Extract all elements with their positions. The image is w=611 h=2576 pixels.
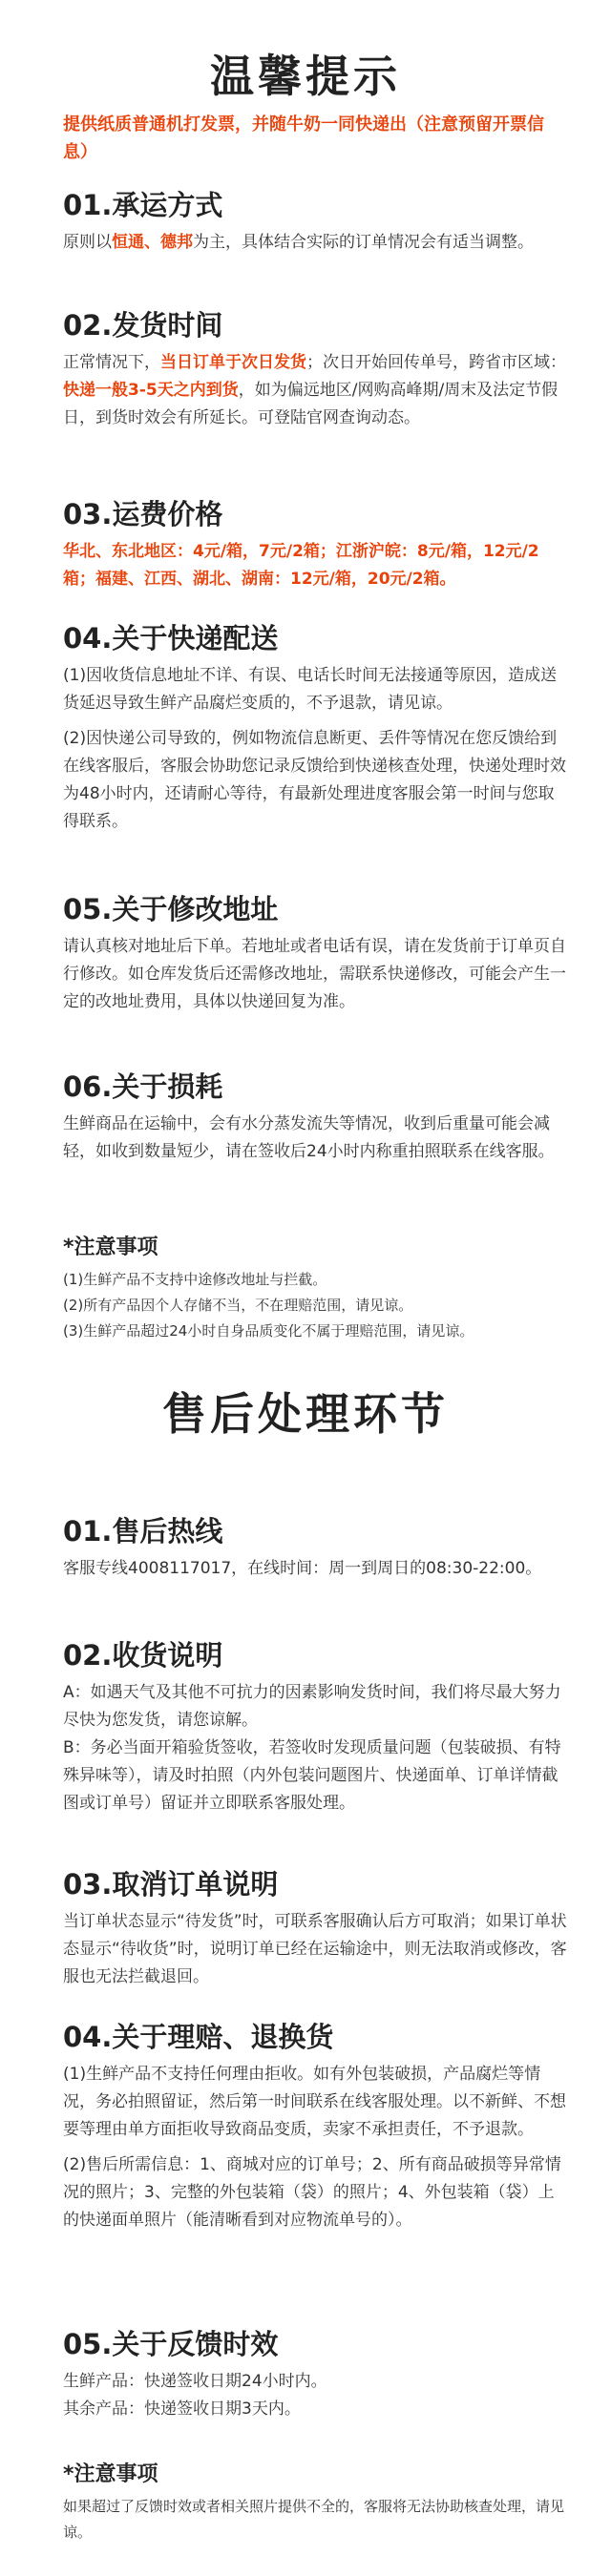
section-feedback-time — [63, 2326, 569, 2423]
section-text: 原则以恒通、德邦为主，具体结合实际的订单情况会有适当调整。 — [63, 233, 534, 252]
notes-block — [63, 1233, 569, 1344]
note-item: (3)生鲜产品超过24小时自身品质变化不属于理赔范围，请见谅。 — [63, 1322, 474, 1340]
section-text: 客服专线4008117017，在线时间：周一到周日的08:30-22:00。 — [63, 1559, 542, 1578]
section-hotline — [63, 1513, 569, 1583]
section-loss — [63, 1069, 569, 1166]
section-claims-returns — [63, 2019, 569, 2234]
notes-heading: *注意事项 — [63, 1236, 158, 1259]
after-notes-block — [63, 2460, 569, 2545]
section-heading: 04.关于快递配送 — [63, 622, 279, 654]
section-heading: 03.取消订单说明 — [63, 1868, 279, 1901]
section-text: B：务必当面开箱验货签收，若签收时发现质量问题（包装破损、有特殊异味等），请及时拍照（内外包装问题图片、快递面单、订单详情截图或订单号）留证并立即联系客服处理。 — [63, 1738, 561, 1813]
ship-next-day: 当日订单于次日发货 — [160, 353, 306, 372]
note-item: (1)生鲜产品不支持中途修改地址与拦截。 — [63, 1271, 327, 1288]
section-shipping-time — [63, 307, 569, 432]
note-text: 如果超过了反馈时效或者相关照片提供不全的，客服将无法协助核查处理，请见谅。 — [63, 2498, 565, 2541]
section-cancel-order — [63, 1866, 569, 1991]
section-text: 当订单状态显示“待发货”时，可联系客服确认后方可取消；如果订单状态显示“待收货”时，说明订单已经在运输途中，则无法取消或修改，客服也无法拦截退回。 — [63, 1912, 567, 1986]
section-text: A：如遇天气及其他不可抗力的因素影响发货时间，我们将尽最大努力尽快为您发货，请您谅解。 — [63, 1683, 561, 1730]
section-change-address — [63, 891, 569, 1016]
section-delivery — [63, 620, 569, 836]
section-shipping-method — [63, 187, 569, 257]
section-text: (2)售后所需信息：1、商城对应的订单号；2、所有商品破损等异常情况的照片；3、完整的外包装箱（袋）的照片；4、外包装箱（袋）上的快递面单照片（能清晰看到对应物流单号的）。 — [63, 2155, 561, 2230]
section-shipping-fee — [63, 496, 569, 593]
section-heading: 01.承运方式 — [63, 189, 223, 221]
section-text: (1)生鲜产品不支持任何理由拒收。如有外包装破损，产品腐烂等情况，务必拍照留证，然后第一时间联系在线客服处理。以不新鲜、不想要等理由单方面拒收导致商品变质，卖家不承担责任，不予退款。 — [63, 2065, 566, 2139]
section-receipt — [63, 1637, 569, 1818]
section-text: 正常情况下，当日订单于次日发货；次日开始回传单号，跨省市区域：快递一般3-5天之内到货，如为偏远地区/网购高峰期/周末及法定节假日，到货时效会有所延长。可登陆官网查询动态。 — [63, 353, 566, 427]
section-heading: 05.关于反馈时效 — [63, 2328, 279, 2360]
section-heading: 02.发货时间 — [63, 309, 223, 342]
section-text: (2)因快递公司导致的，例如物流信息断更、丢件等情况在您反馈给到在线客服后，客服会协助您记录反馈给到快递核查处理，快递处理时效为48小时内，还请耐心等待，有最新处理进度客服会第一时间与您取得联系。 — [63, 729, 566, 831]
section-heading: 02.收货说明 — [63, 1639, 223, 1672]
courier-names: 恒通、德邦 — [112, 233, 193, 252]
invoice-notice: 提供纸质普通机打发票，并随牛奶一同快递出（注意预留开票信息） — [63, 114, 544, 162]
page-title: 温馨提示 — [210, 51, 401, 102]
section-text: 请认真核对地址后下单。若地址或者电话有误，请在发货前于订单页自行修改。如仓库发货后还需修改地址，需联系快递修改，可能会产生一定的改地址费用，具体以快递回复为准。 — [63, 937, 566, 1011]
section-text: 生鲜产品：快递签收日期24小时内。 — [63, 2372, 327, 2391]
section-heading: 03.运费价格 — [63, 498, 223, 530]
section-text: (1)因收货信息地址不详、有误、电话长时间无法接通等原因，造成送货延迟导致生鲜产品腐烂变质的，不予退款，请见谅。 — [63, 666, 558, 713]
fee-list: 华北、东北地区：4元/箱，7元/2箱；江浙沪皖：8元/箱，12元/2箱；福建、江西、湖北、湖南：12元/箱，20元/2箱。 — [63, 542, 539, 589]
section-heading: 05.关于修改地址 — [63, 893, 279, 925]
section-heading: 04.关于理赔、退换货 — [63, 2021, 334, 2053]
section-heading: 06.关于损耗 — [63, 1070, 223, 1103]
delivery-days: 快递一般3-5天之内到货 — [63, 381, 239, 400]
note-item: (2)所有产品因个人存储不当，不在理赔范围，请见谅。 — [63, 1297, 413, 1314]
section-text: 生鲜商品在运输中，会有水分蒸发流失等情况，收到后重量可能会减轻，如收到数量短少，请在签收后24小时内称重拍照联系在线客服。 — [63, 1114, 555, 1161]
section-text: 其余产品：快递签收日期3天内。 — [63, 2399, 301, 2419]
section-heading: 01.售后热线 — [63, 1515, 223, 1548]
notes-heading: *注意事项 — [63, 2462, 158, 2486]
after-sales-title: 售后处理环节 — [162, 1388, 449, 1440]
